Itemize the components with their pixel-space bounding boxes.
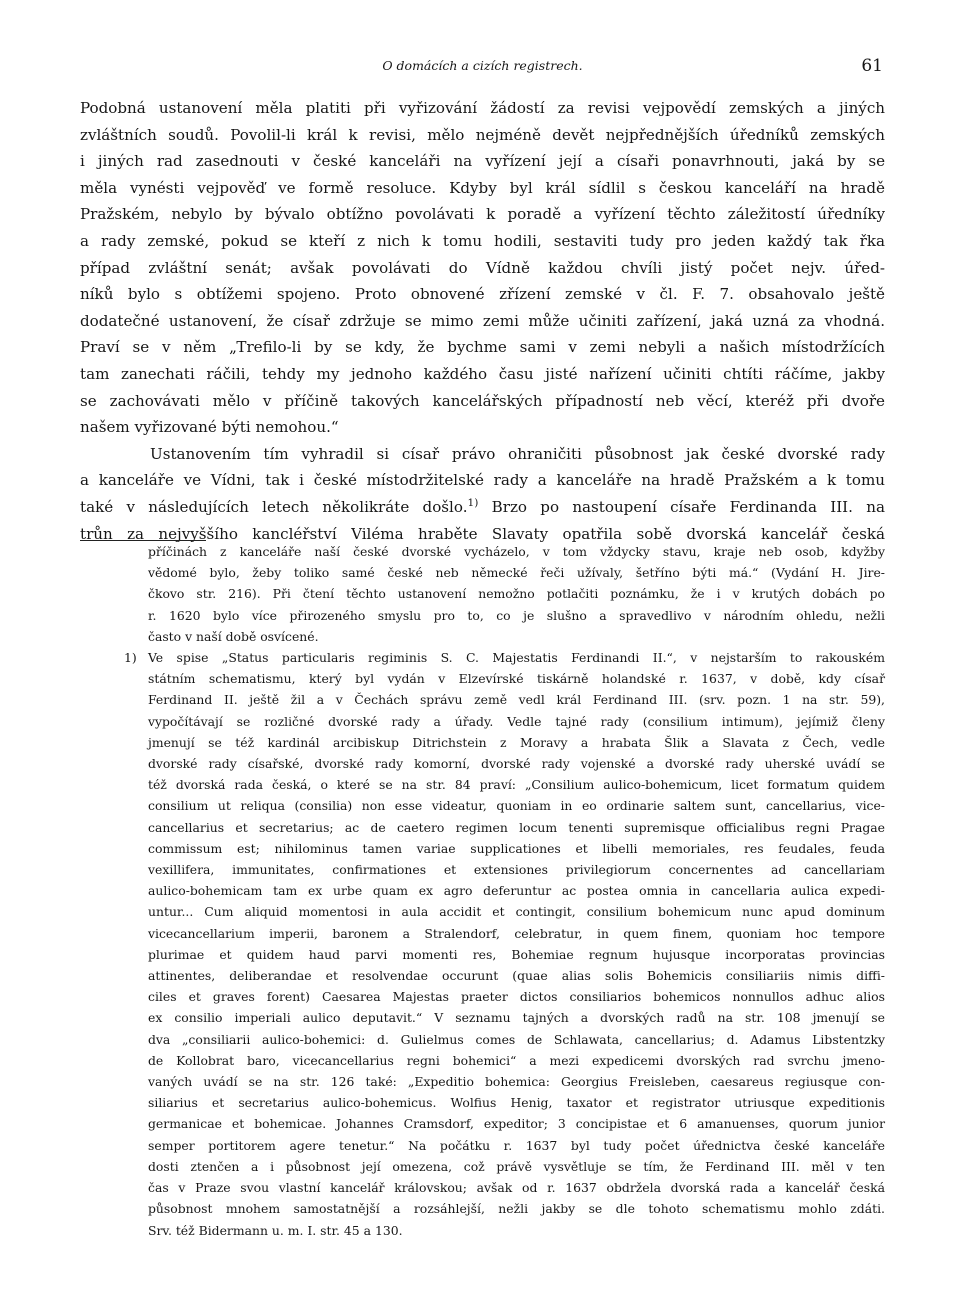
running-header bbox=[80, 56, 885, 78]
page-number: 61 bbox=[861, 56, 883, 76]
footnote-line: ex consilio imperiali aulico deputavit.“ V seznamu tajných a dvorských radů na str. 108 jmenují se bbox=[148, 1010, 885, 1026]
footnote-marker: 1) bbox=[124, 650, 137, 666]
footnote-line: vypočítávají se rozličné dvorské rady a úřady. Vedle tajné rady (consilium intimum), jejímiž členy bbox=[148, 713, 885, 729]
text-line: měla vynésti vejpověď ve formě resoluce. Kdyby byl král sídlil s českou kanceláří na hradě bbox=[80, 178, 885, 197]
text-line: Ustanovením tím vyhradil si císař právo ohraničiti působnost jak české dvorské rady bbox=[150, 444, 885, 463]
text-line: níků bylo s obtížemi spojeno. Proto obnovené zřízení zemské v čl. F. 7. obsahovalo ještě bbox=[80, 285, 885, 304]
text-line: dodatečné ustanovení, že císař zdržuje se mimo zemi může učiniti zařízení, jaká uzná za vhodná. bbox=[80, 311, 885, 330]
text-line-with-note bbox=[80, 494, 885, 521]
footnote-line: příčinách z kanceláře naší české dvorské vycházelo, v tom vždycky stavu, kraje neb osob, kdyžby bbox=[148, 544, 885, 559]
text-line: a rady zemské, pokud se kteří z nich k tomu hodili, sestaviti tudy pro jeden každý tak řka bbox=[80, 231, 885, 250]
text-line: případ zvláštní senát; avšak povolávati do Vídně každou chvíli jistý počet nejv. úřed- bbox=[80, 258, 885, 277]
footnote-line: semper portitorem agere tenetur.“ Na počátku r. 1637 byl tudy počet úřednictva české kanceláře bbox=[148, 1137, 885, 1153]
text-line: i jiných rad zasednouti v české kanceláři na vyřízení její a císaři ponavrhnouti, jaká by se bbox=[80, 152, 885, 171]
footnote-line: commissum est; nihilominus tamen variae supplicationes et libelli memoriales, res feudales, feuda bbox=[148, 840, 885, 856]
footnote-line: čkovo str. 216). Při čtení těchto ustanovení nemožno potlačiti poznámku, že i v krutých dobách po bbox=[148, 586, 885, 602]
footnote-line: Srv. též Bidermann u. m. I. str. 45 a 130. bbox=[148, 1222, 403, 1238]
footnote-reference[interactable]: 1) bbox=[467, 496, 479, 509]
footnote-line: vicecancellarium imperii, baronem a Stralendorf, celebratur, in quem finem, quoniam hoc tempore bbox=[148, 925, 885, 941]
footnote-text: Ve spise „Status particularis regiminis S. C. Majestatis Ferdinandi II.“, v nejstarším to rakouském bbox=[148, 650, 885, 666]
footnote-line: untur... Cum aliquid momentosi in aula accidit et contingit, consilium bohemicum nunc apud dominum bbox=[148, 904, 885, 920]
text-line: Podobná ustanovení měla platiti při vyřizování žádostí za revisi vejpovědí zemských a jiných bbox=[80, 99, 885, 117]
footnote-line: vaných uvádí se na str. 126 také: „Expeditio bohemica: Georgius Freisleben, caesareus regiusque con- bbox=[148, 1074, 885, 1090]
text-line: a kanceláře ve Vídni, tak i české místodržitelské rady a kanceláře na hradě Pražském a k tomu bbox=[80, 471, 885, 490]
footnote-line: dvorské rady císařské, dvorské rady komorní, dvorské rady vojenské a dvorské rady uherské uvádí se bbox=[148, 756, 885, 772]
text-segment: také v následujících letech několikráte došlo. bbox=[80, 497, 468, 516]
footnote-line: cancellarius et secretarius; ac de caetero regimen locum tenenti supremisque officialibus regni Pragae bbox=[148, 819, 885, 835]
footnote-line: často v naší době osvícené. bbox=[148, 628, 319, 644]
footnote-line: působnost mnohem samostatnější a rozsáhlejší, nežli jakby se dle tohoto schematismu mohlo zdáti. bbox=[148, 1201, 885, 1217]
footnote-line: ciles et graves forent) Caesarea Majestas praeter dictos consiliarios bohemicos nonnullos adhuc alios bbox=[148, 989, 885, 1005]
footnote-line: aulico-bohemicam tam ex urbe quam ex agro deferuntur ac postea omnia in cancellaria aulica expedi- bbox=[148, 883, 885, 899]
text-line: se zachovávati mělo v příčině takových kancelářských případností neb věcí, kteréž při dvoře bbox=[80, 391, 885, 410]
running-title: O domácích a cizích registrech. bbox=[382, 58, 583, 73]
footnote-line: plurimae et quidem haud parvi momenti res, Bohemiae regnum hujusque incorporatas provincias bbox=[148, 946, 885, 962]
footnote-line: dosti ztenčen a i působnost její omezena, což právě vysvětluje se tím, že Ferdinand III. měl v ten bbox=[148, 1158, 885, 1174]
footnote-line: siliarius et secretarius aulico-bohemicus. Wolfius Henig, taxator et registrator utriusque expeditionis bbox=[148, 1095, 885, 1111]
footnote-line: dva „consiliarii aulico-bohemici: d. Gulielmus comes de Schlawata, cancellarius; d. Adamus Libstentzky bbox=[148, 1031, 885, 1047]
footnote-line: r. 1620 bylo více přirozeného smyslu pro to, co je slušno a spravedlivo v národním ohledu, nežli bbox=[148, 607, 885, 623]
footnote-line: attinentes, deliberandae et resolvendae occurunt (quae alias solis Bohemicis consiliariis nimis diffi- bbox=[148, 968, 885, 984]
text-line: zvláštních soudů. Povolil-li král k revisi, mělo nejméně devět nejpřednějších úředníků zemských bbox=[80, 125, 885, 144]
footnote-line: čas v Praze svou vlastní kancelář královskou; avšak od r. 1637 obdržela dvorská rada a kancelář česká bbox=[148, 1180, 885, 1196]
footnote-line: vexillifera, immunitates, confirmationes et extensiones privilegiorum concernentes ad cancellariam bbox=[148, 862, 885, 878]
text-line: našem vyřizované býti nemohou.“ bbox=[80, 418, 339, 437]
footnote-line: germanicae et bohemicae. Johannes Cramsdorf, expeditor; 3 concipistae et 6 amanuenses, quorum junior bbox=[148, 1116, 885, 1132]
footnote-line: de Kollobrat baro, vicecancellarius regni bohemici“ a mezi expedicemi dvorských rad svrchu jmeno- bbox=[148, 1052, 885, 1068]
footnote-line: vědomé bylo, žeby toliko samé české neb německé řeči užívaly, šetříno býti má.“ (Vydání H. Jire- bbox=[148, 565, 885, 581]
text-line: Pražském, nebylo by bývalo obtížno povolávati k poradě a vyřízení těchto záležitostí úředníky bbox=[80, 205, 885, 224]
text-segment: Brzo po nastoupení císaře Ferdinanda III. na bbox=[491, 497, 885, 516]
footnote-1-first-line bbox=[80, 647, 885, 668]
body-text bbox=[80, 95, 885, 547]
footnote-line: státním schematismu, který byl vydán v Elzevírské tiskárně holandské r. 1637, v době, kdy císař bbox=[148, 671, 885, 687]
text-line: Praví se v něm „Trefilo-li by se kdy, že bychme sami v zemi nebyli a našich místodržících bbox=[80, 338, 885, 357]
footnote-line: jmenují se též kardinál arcibiskup Ditrichstein z Moravy a hrabata Šlik a Slavata z Čech, vedle bbox=[148, 734, 885, 750]
text-line: trůn za nejvyššího kancléřství Viléma hraběte Slavaty opatřila sobě dvorská kancelář česká bbox=[80, 524, 885, 543]
footnote-line: consilium ut reliqua (consilia) non esse videatur, quoniam in eo ordinarie saltem sunt, cancellarius, vice- bbox=[148, 798, 885, 814]
text-line: tam zanechati ráčili, tehdy my jednoho každého času jisté nařízení učiniti chtíti ráčíme, jakby bbox=[80, 364, 885, 383]
footnote-line: též dvorská rada česká, o které se na str. 84 praví: „Consilium aulico-bohemicum, licet formatum quidem bbox=[148, 777, 885, 793]
footnotes bbox=[80, 541, 885, 1241]
footnote-line: Ferdinand II. ještě žil a v Čechách správu země vedl král Ferdinand III. (srv. pozn. 1 na str. 59), bbox=[148, 692, 885, 708]
book-page bbox=[80, 0, 885, 1303]
